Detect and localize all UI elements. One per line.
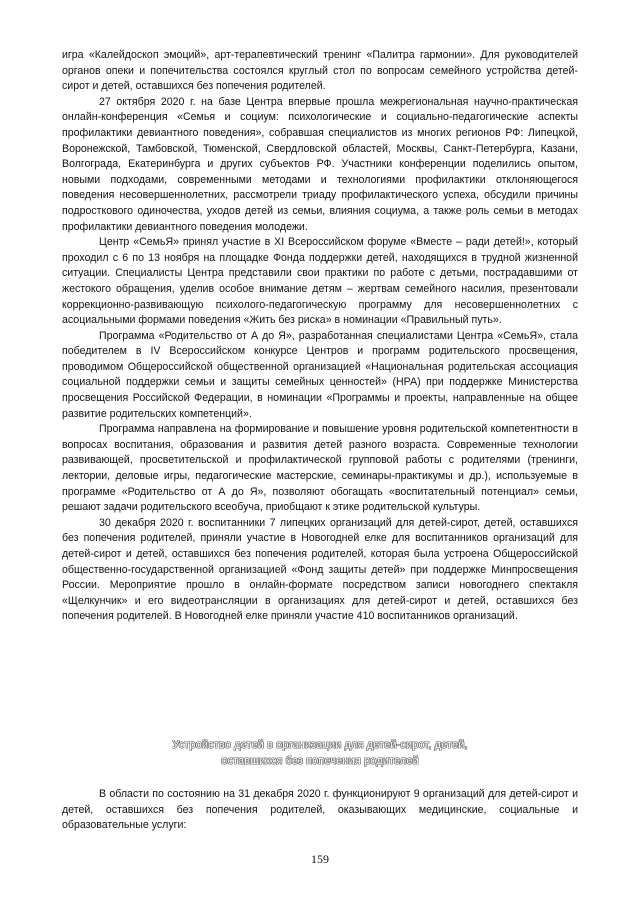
paragraph-2: 27 октября 2020 г. на базе Центра впервые прошла межрегиональная научно-практическая онлайн-конференция «Семья и социум: психологические и социально-педагогические аспекты профилактики девиантного поведения», собравшая специалистов из многих регионов РФ: Липецкой, Воронежской, Тамбовской, Тюменской, Свердловской областей, Москвы, Санкт-Петербурга, Казани, Волгограда, Екатеринбурга и других субъектов РФ. Участники конференции поделились опытом, новыми подходами, современными методами и технологиями профилактики отклоняющегося поведения несовершеннолетних, рассмотрели триаду профилактического успеха, обсудили причины подросткового одиночества, уходов детей из семьи, влияния социума, а также роль семьи в методах профилактики девиантного поведения молодежи. (62, 95, 578, 233)
section-heading-line-1: Устройство детей в организации для детей-сирот, детей, (172, 739, 468, 751)
paragraph-5: Программа направлена на формирование и повышение уровня родительской компетентности в вопросах воспитания, образования и развития детей разного возраста. Современные технологии развивающей, просветительской и профилактической групповой работы с родителями (тренинги, лектории, деловые игры, педагогические мастерские, семинары-практикумы и др.), используемые в программе «Родительство от А до Я», позволяют обогащать «воспитательный потенциал» семьи, решают задачи родительского всеобуча, приобщают к этике родительской культуры. (62, 423, 578, 514)
paragraph-4: Программа «Родительство от А до Я», разработанная специалистами Центра «СемьЯ», стала победителем в IV Всероссийском конкурсе Центров и программ родительского просвещения, проводимом Общероссийской общественной организацией «Национальная родительская ассоциация социальной поддержки семьи и защиты семейных ценностей» (НРА) при поддержке Министерства просвещения Российской Федерации, в номинации «Программы и проекты, направленные на общее развитие родительских компетенций». (62, 329, 578, 420)
section-heading (62, 737, 578, 769)
paragraph-3: Центр «СемьЯ» принял участие в XI Всероссийском форуме «Вместе – ради детей!», который проходил с 6 по 13 ноября на площадке Фонда поддержки детей, находящихся в трудной жизненной ситуации. Специалисты Центра представили свои практики по работе с детьми, пострадавшими от жестокого обращения, уделив особое внимание детям – жертвам семейного насилия, презентовали коррекционно-развивающую психолого-педагогическую программу для несовершеннолетних с асоциальными формами поведения «Жить без риска» в номинации «Правильный путь». (62, 236, 578, 327)
paragraph-1: игра «Калейдоскоп эмоций», арт-терапевтический тренинг «Палитра гармонии». Для руководителей органов опеки и попечительства состоялся круглый стол по вопросам семейного устройства детей-сирот и детей, оставшихся без попечения родителей. (62, 49, 578, 93)
body-text (62, 48, 578, 625)
section-heading-line-2: оставшихся без попечения родителей (221, 755, 419, 767)
section-body (62, 787, 578, 834)
paragraph-6: 30 декабря 2020 г. воспитанники 7 липецких организаций для детей-сирот, детей, оставшихся без попечения родителей, приняли участие в Новогодней елке для воспитанников организаций для детей-сирот и детей, оставшихся без попечения родителей, которая была устроена Общероссийской общественно-государственной организацией «Фонд защиты детей» при поддержке Минпросвещения России. Мероприятие прошло в онлайн-формате посредством записи новогоднего спектакля «Щелкунчик» и его видеотрансляции в организациях для детей-сирот и детей, оставшихся без попечения родителей. В Новогодней елке приняли участие 410 воспитанников организаций. (62, 516, 578, 623)
page-number: 159 (311, 852, 329, 866)
paragraph-7: В области по состоянию на 31 декабря 2020 г. функционируют 9 организаций для детей-сирот и детей, оставшихся без попечения родителей, оказывающих медицинские, социальные и образовательные услуги: (62, 788, 578, 832)
